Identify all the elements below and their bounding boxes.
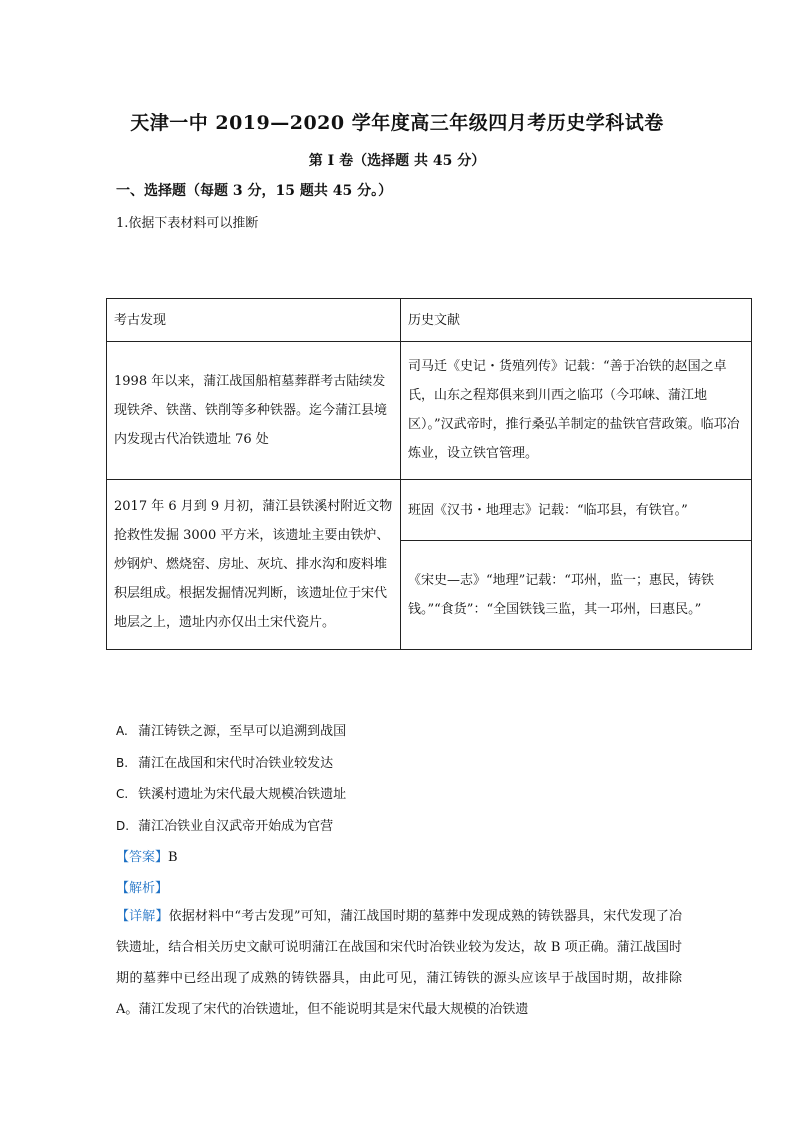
option-text: 蒲江在战国和宋代时冶铁业较发达	[138, 756, 334, 771]
header-documents: 历史文献	[401, 299, 752, 342]
table-row	[107, 479, 752, 541]
detail-label: 【详解】	[116, 909, 169, 924]
part-heading: 第 I 卷（选择题 共 45 分）	[308, 153, 486, 169]
document-cell-1: 司马迁《史记・货殖列传》记载：“善于冶铁的赵国之卓氏，山东之程郑俱来到川西之临邛（今邛崃、蒲江地区）。”汉武帝时，推行桑弘羊制定的盐铁官营政策。临邛冶炼业，设立铁官管理。	[401, 342, 752, 480]
source-table	[106, 298, 752, 650]
option-key: C.	[116, 787, 129, 801]
section-heading: 一、选择题（每题 3 分，15 题共 45 分。）	[116, 183, 393, 199]
option-a[interactable]	[116, 720, 346, 739]
archaeology-cell-1: 1998 年以来，蒲江战国船棺墓葬群考古陆续发现铁斧、铁凿、铁削等多种铁器。迄今蒲江县境内发现古代冶铁遗址 76 处	[107, 342, 401, 480]
option-key: A.	[116, 724, 128, 738]
header-archaeology: 考古发现	[107, 299, 401, 342]
question-stem: 1.依据下表材料可以推断	[116, 216, 259, 231]
answer-label: 【答案】	[116, 850, 169, 865]
option-text: 蒲江冶铁业自汉武帝开始成为官营	[138, 819, 334, 834]
option-text: 铁溪村遗址为宋代最大规模冶铁遗址	[138, 787, 347, 802]
option-b[interactable]	[116, 752, 333, 771]
exam-title: 天津一中 2019—2020 学年度高三年级四月考历史学科试卷	[130, 112, 664, 134]
option-c[interactable]	[116, 783, 346, 802]
document-cell-2: 班固《汉书・地理志》记载：“临邛县，有铁官。”	[401, 479, 752, 541]
answer-line	[116, 846, 178, 865]
answer-value: B	[168, 850, 178, 865]
option-text: 蒲江铸铁之源，至早可以追溯到战国	[138, 724, 347, 739]
archaeology-cell-2: 2017 年 6 月到 9 月初，蒲江县铁溪村附近文物抢救性发掘 3000 平方米，该遗址主要由铁炉、炒钢炉、燃烧窑、房址、灰坑、排水沟和废料堆积层组成。根据发掘情况判断，该遗址位于宋代地层之上，遗址内亦仅出土宋代瓷片。	[107, 479, 401, 649]
option-key: D.	[116, 819, 130, 833]
document-cell-3: 《宋史—志》“地理”记载：“邛州，监一；惠民，铸铁钱。”“食货”：“全国铁钱三监，其一邛州，曰惠民。”	[401, 541, 752, 650]
table-row	[107, 342, 752, 480]
option-d[interactable]	[116, 815, 333, 834]
analysis-line	[116, 877, 168, 896]
analysis-label: 【解析】	[116, 881, 169, 896]
detail-text: 依据材料中“考古发现”可知，蒲江战国时期的墓葬中发现成熟的铸铁器具，宋代发现了冶铁遗址，结合相关历史文献可说明蒲江在战国和宋代时冶铁业较为发达，故 B 项正确。蒲江战国时期的墓葬中已经出现了成熟的铸铁器具，由此可见，蒲江铸铁的源头应该早于战国时期，故排除 A。蒲江发现了宋代的冶铁遗址，但不能说明其是宋代最大规模的冶铁遗	[116, 909, 682, 1017]
table-header-row	[107, 299, 752, 342]
option-key: B.	[116, 756, 129, 770]
detail-paragraph	[116, 901, 682, 1025]
